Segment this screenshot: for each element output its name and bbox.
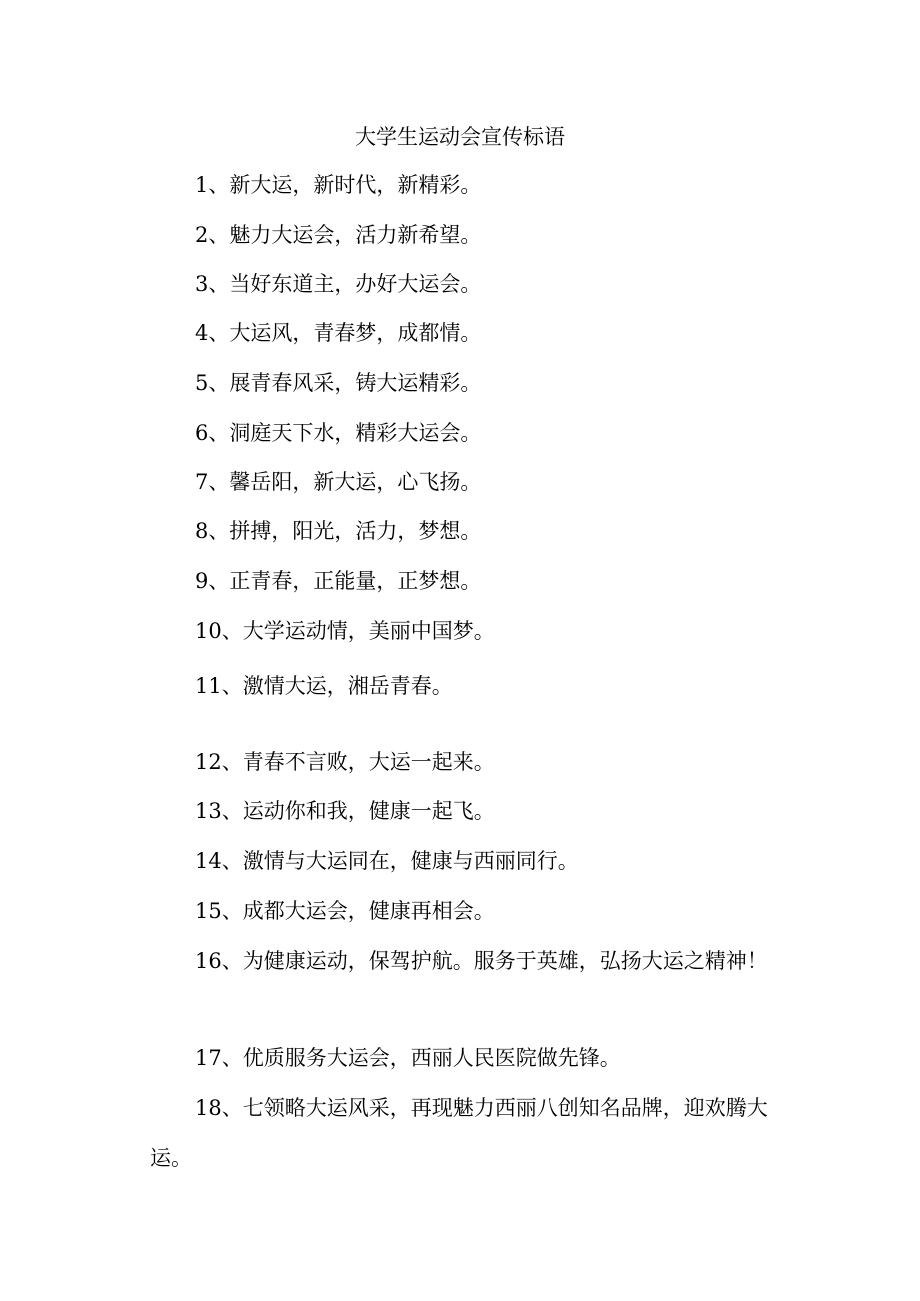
slogan-text: 1、新大运，新时代，新精彩。 bbox=[195, 173, 482, 197]
slogan-item-6 bbox=[150, 418, 790, 448]
slogan-item-10 bbox=[150, 616, 790, 646]
slogan-text: 6、洞庭天下水，精彩大运会。 bbox=[195, 421, 482, 445]
slogan-text: 11、激情大运，湘岳青春。 bbox=[195, 674, 453, 698]
slogan-item-18 bbox=[150, 1093, 790, 1183]
slogan-text: 3、当好东道主，办好大运会。 bbox=[195, 272, 482, 296]
slogan-text: 4、大运风，青春梦，成都情。 bbox=[195, 321, 482, 345]
slogan-text: 8、拼搏，阳光，活力，梦想。 bbox=[195, 519, 482, 543]
slogan-item-4 bbox=[150, 318, 790, 348]
slogan-text: 9、正青春，正能量，正梦想。 bbox=[195, 569, 482, 593]
slogan-text: 12、青春不言败，大运一起来。 bbox=[195, 750, 495, 774]
slogan-text: 14、激情与大运同在，健康与西丽同行。 bbox=[195, 849, 579, 873]
slogan-item-7 bbox=[150, 467, 790, 497]
slogan-text: 5、展青春风采，铸大运精彩。 bbox=[195, 371, 482, 395]
slogan-item-14 bbox=[150, 846, 790, 876]
slogan-text: 7、馨岳阳，新大运，心飞扬。 bbox=[195, 470, 482, 494]
slogan-item-2 bbox=[150, 220, 790, 250]
slogan-text: 10、大学运动情，美丽中国梦。 bbox=[195, 619, 495, 643]
page-title: 大学生运动会宣传标语 bbox=[355, 125, 565, 149]
slogan-item-16 bbox=[150, 946, 790, 986]
slogan-text: 16、为健康运动，保驾护航。服务于英雄，弘扬大运之精神！ bbox=[195, 949, 768, 973]
slogan-text: 17、优质服务大运会，西丽人民医院做先锋。 bbox=[195, 1046, 621, 1070]
slogan-text: 2、魅力大运会，活力新希望。 bbox=[195, 223, 482, 247]
slogan-item-3 bbox=[150, 269, 790, 299]
slogan-item-13 bbox=[150, 796, 790, 826]
slogan-text: 13、运动你和我，健康一起飞。 bbox=[195, 799, 495, 823]
slogan-item-5 bbox=[150, 368, 790, 398]
slogan-item-9 bbox=[150, 566, 790, 596]
slogan-text: 15、成都大运会，健康再相会。 bbox=[195, 899, 495, 923]
slogan-item-12 bbox=[150, 747, 790, 777]
slogan-item-11 bbox=[150, 671, 790, 701]
slogan-item-8 bbox=[150, 516, 790, 546]
slogan-text: 18、七领略大运风采，再现魅力西丽八创知名品牌，迎欢腾大运。 bbox=[150, 1096, 768, 1170]
slogan-item-17 bbox=[150, 1043, 790, 1073]
slogan-item-15 bbox=[150, 896, 790, 926]
slogan-item-1 bbox=[150, 170, 790, 200]
